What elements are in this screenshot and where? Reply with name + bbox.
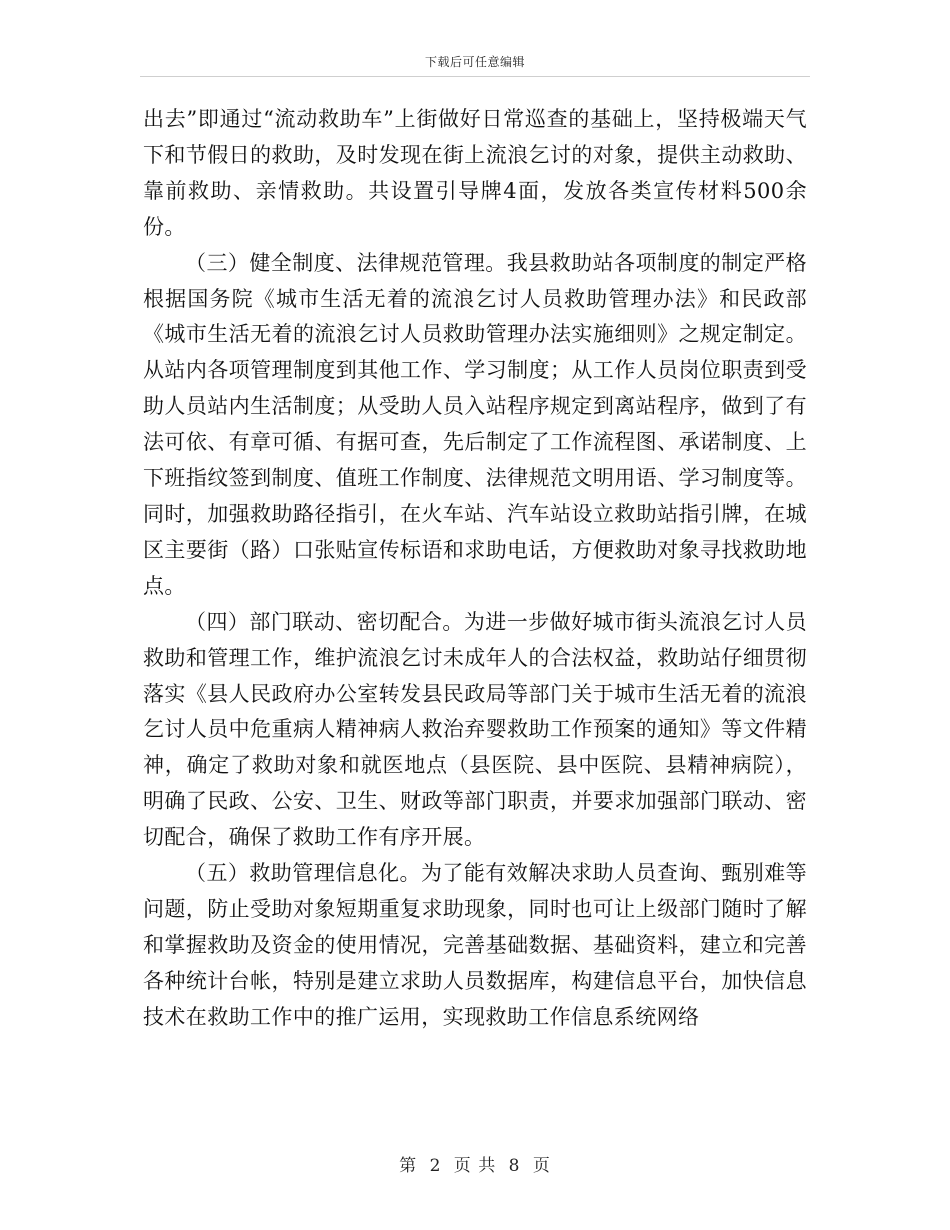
paragraph-section-4: （四）部门联动、密切配合。为进一步做好城市街头流浪乞讨人员救助和管理工作，维护流浪乞讨未成年人的合法权益，救助站仔细贯彻落实《县人民政府办公室转发县民政局等部门关于城市生活无着的流浪乞讨人员中危重病人精神病人救治弃婴救助工作预案的通知》等文件精神，确定了救助对象和就医地点（县医院、县中医院、县精神病院），明确了民政、公安、卫生、财政等部门职责，并要求加强部门联动、密切配合，确保了救助工作有序开展。 (143, 609, 807, 850)
footer-prefix: 第 (399, 1156, 418, 1176)
paragraph-continuation: 出去”即通过“流动救助车”上街做好日常巡查的基础上，坚持极端天气下和节假日的救助，及时发现在街上流浪乞讨的对象，提供主动救助、靠前救助、亲情救助。共设置引导牌4面，发放各类宣传材料500余份。 (143, 107, 807, 239)
document-body (143, 102, 807, 1036)
footer-current-page: 2 (429, 1156, 442, 1176)
paragraph-section-5: （五）救助管理信息化。为了能有效解决求助人员查询、甄别难等问题，防止受助对象短期重复求助现象，同时也可让上级部门随时了解和掌握救助及资金的使用情况，完善基础数据、基础资料，建立和完善各种统计台帐，特别是建立求助人员数据库，构建信息平台，加快信息技术在救助工作中的推广运用，实现救助工作信息系统网络 (143, 861, 807, 1029)
footer-suffix: 页 (532, 1156, 551, 1176)
header-divider (140, 76, 810, 77)
paragraph-section-3: （三）健全制度、法律规范管理。我县救助站各项制度的制定严格根据国务院《城市生活无着的流浪乞讨人员救助管理办法》和民政部《城市生活无着的流浪乞讨人员救助管理办法实施细则》之规定制定。从站内各项管理制度到其他工作、学习制度；从工作人员岗位职责到受助人员站内生活制度；从受助人员入站程序规定到离站程序，做到了有法可依、有章可循、有据可查，先后制定了工作流程图、承诺制度、上下班指纹签到制度、值班工作制度、法律规范文明用语、学习制度等。同时，加强救助路径指引，在火车站、汽车站设立救助站指引牌，在城区主要街（路）口张贴宣传标语和求助电话，方便救助对象寻找救助地点。 (143, 250, 807, 598)
footer-total-pages: 8 (508, 1156, 521, 1176)
footer-mid: 页 共 (453, 1156, 497, 1176)
page-footer (0, 1151, 950, 1176)
page-header: 下载后可任意编辑 (424, 55, 525, 69)
